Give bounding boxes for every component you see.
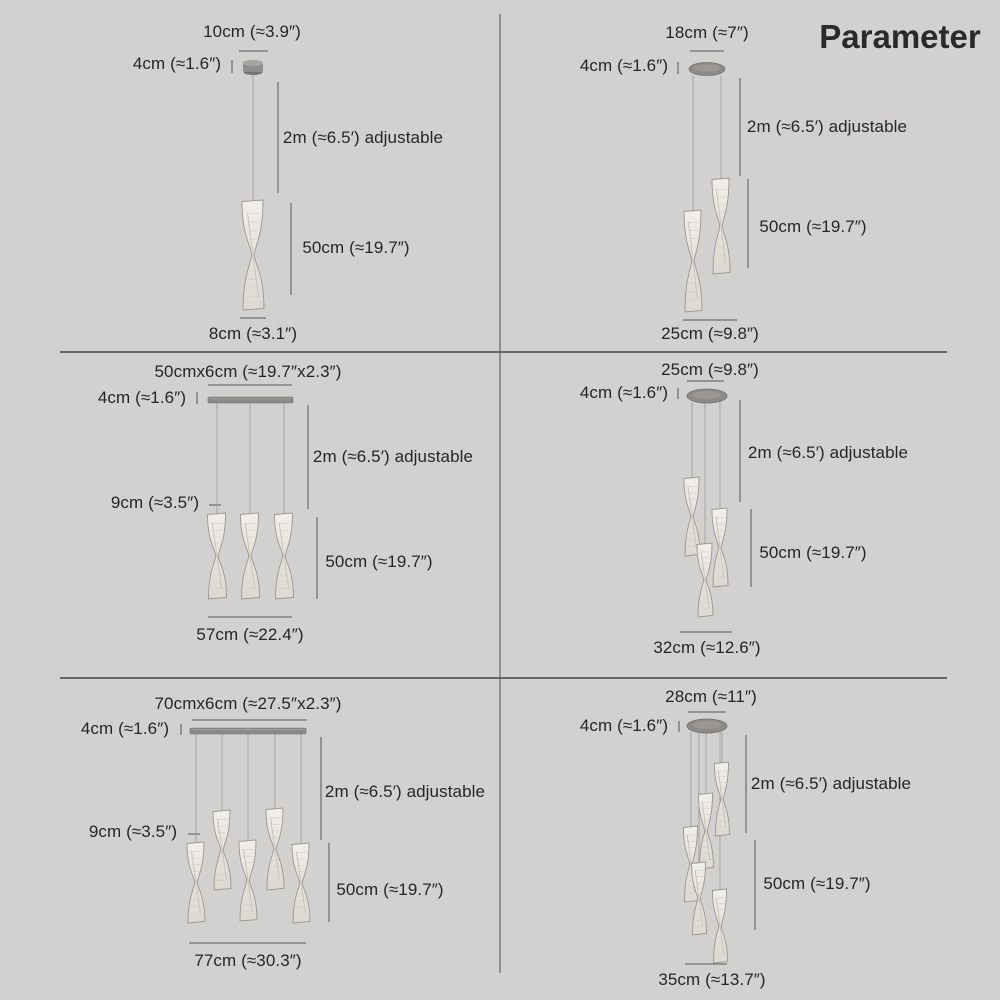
ceiling-canopy bbox=[693, 721, 722, 729]
dim-shade-spacing: 9cm (≈3.5″) bbox=[110, 493, 200, 512]
dim-shade-spacing: 9cm (≈3.5″) bbox=[88, 822, 178, 841]
ceiling-canopy bbox=[693, 391, 722, 399]
dim-cord-length: 2m (≈6.5′) adjustable bbox=[312, 447, 474, 466]
dim-canopy-height: 4cm (≈1.6″) bbox=[579, 56, 669, 75]
dim-bottom-width: 77cm (≈30.3″) bbox=[194, 951, 302, 970]
dim-shade-height: 50cm (≈19.7″) bbox=[759, 217, 867, 236]
page-title: Parameter bbox=[819, 18, 981, 55]
ceiling-canopy bbox=[208, 397, 293, 403]
ceiling-canopy bbox=[243, 60, 263, 66]
dim-cord-length: 2m (≈6.5′) adjustable bbox=[282, 128, 444, 147]
dim-shade-height: 50cm (≈19.7″) bbox=[759, 543, 867, 562]
diagram-3-light-round bbox=[500, 352, 1000, 678]
panel-1-light bbox=[0, 0, 500, 352]
diagram-1-light bbox=[0, 0, 500, 352]
dim-bottom-width: 8cm (≈3.1″) bbox=[208, 324, 298, 343]
dim-bottom-width: 35cm (≈13.7″) bbox=[658, 970, 766, 989]
dim-bottom-width: 57cm (≈22.4″) bbox=[196, 625, 304, 644]
ceiling-canopy bbox=[190, 728, 306, 734]
dim-top-width: 28cm (≈11″) bbox=[665, 687, 757, 706]
dim-canopy-height: 4cm (≈1.6″) bbox=[579, 383, 669, 402]
diagram-2-light bbox=[500, 0, 1000, 352]
dim-top-width: 10cm (≈3.9″) bbox=[203, 22, 301, 41]
panel-5-light-round bbox=[500, 678, 1000, 1000]
panel-3-light-linear bbox=[0, 352, 500, 678]
dim-bottom-width: 32cm (≈12.6″) bbox=[653, 638, 761, 657]
dim-shade-height: 50cm (≈19.7″) bbox=[336, 880, 444, 899]
dim-top-width: 25cm (≈9.8″) bbox=[661, 360, 759, 379]
panel-3-light-round bbox=[500, 352, 1000, 678]
dim-canopy-height: 4cm (≈1.6″) bbox=[97, 388, 187, 407]
dim-canopy-height: 4cm (≈1.6″) bbox=[579, 716, 669, 735]
dim-top-width: 50cmx6cm (≈19.7″x2.3″) bbox=[154, 362, 342, 381]
dim-shade-height: 50cm (≈19.7″) bbox=[325, 552, 433, 571]
dim-cord-length: 2m (≈6.5′) adjustable bbox=[747, 443, 909, 462]
dim-top-width: 18cm (≈7″) bbox=[665, 23, 749, 42]
dim-canopy-height: 4cm (≈1.6″) bbox=[132, 54, 222, 73]
panel-2-light bbox=[500, 0, 1000, 352]
diagram-5-light-round bbox=[500, 678, 1000, 1000]
panel-5-light-linear bbox=[0, 678, 500, 1000]
dim-shade-height: 50cm (≈19.7″) bbox=[302, 238, 410, 257]
dim-top-width: 70cmx6cm (≈27.5″x2.3″) bbox=[154, 694, 342, 713]
dim-cord-length: 2m (≈6.5′) adjustable bbox=[746, 117, 908, 136]
ceiling-canopy bbox=[694, 64, 720, 71]
dim-cord-length: 2m (≈6.5′) adjustable bbox=[750, 774, 912, 793]
dim-bottom-width: 25cm (≈9.8″) bbox=[661, 324, 759, 343]
dim-canopy-height: 4cm (≈1.6″) bbox=[80, 719, 170, 738]
dim-shade-height: 50cm (≈19.7″) bbox=[763, 874, 871, 893]
dim-cord-length: 2m (≈6.5′) adjustable bbox=[324, 782, 486, 801]
